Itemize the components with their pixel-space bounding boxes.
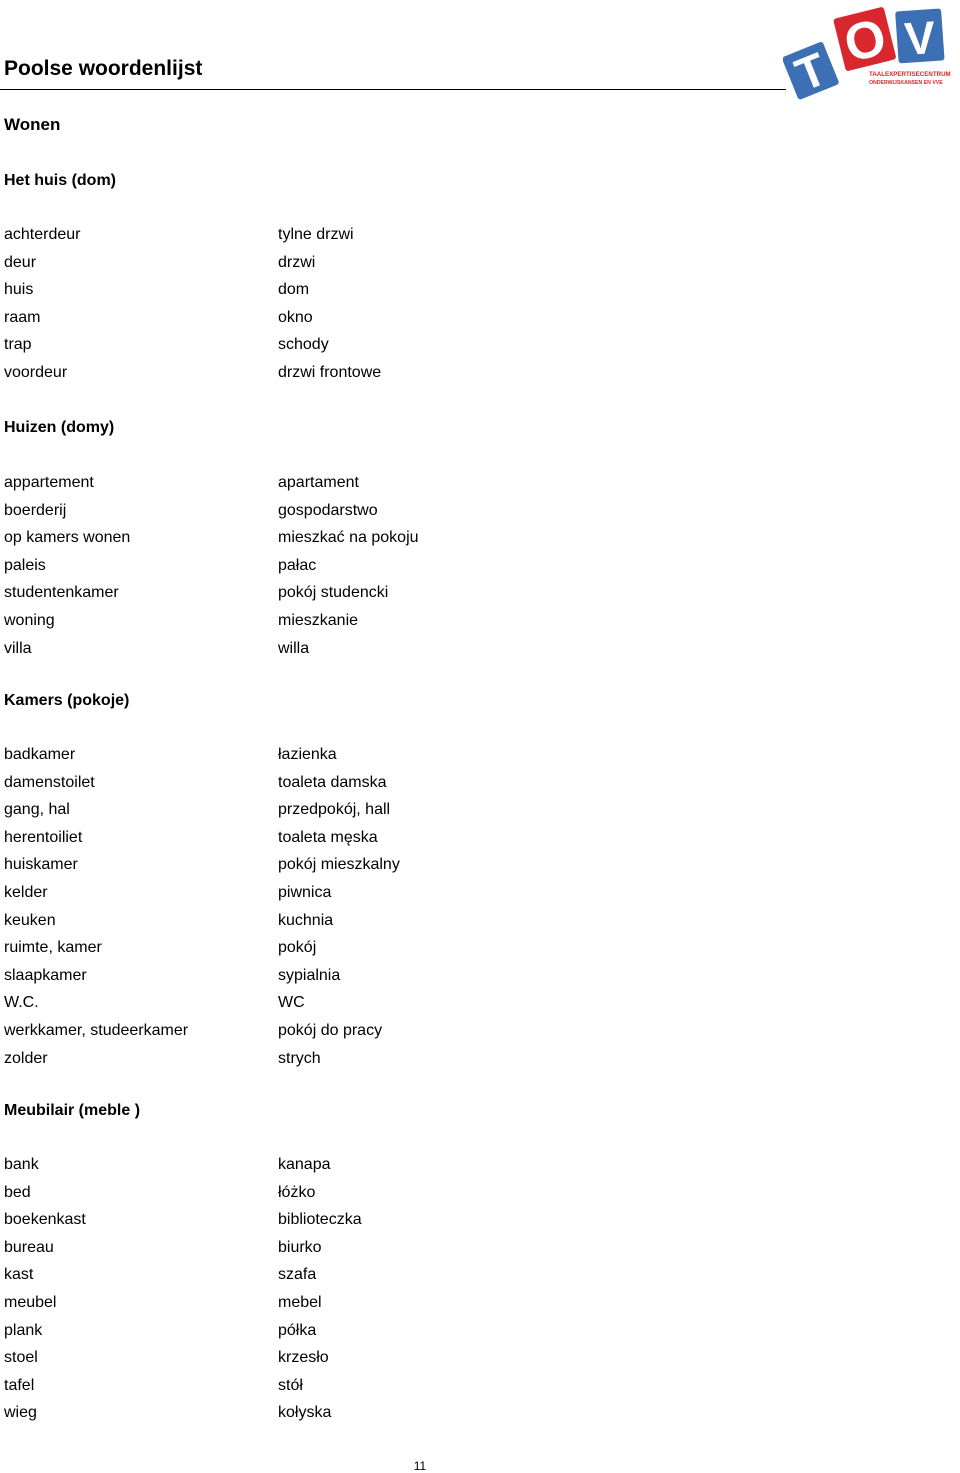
logo-tagline-2: ONDERWIJSKANSEN EN VVE — [869, 80, 943, 86]
polish-word: strych — [278, 1049, 321, 1067]
polish-word: krzesło — [278, 1349, 329, 1367]
dutch-word: huiskamer — [4, 856, 78, 874]
polish-word: stół — [278, 1376, 303, 1394]
section-kamers — [0, 691, 700, 711]
polish-word: piwnica — [278, 883, 332, 901]
section-heading: Meubilair (meble ) — [4, 1102, 141, 1119]
dutch-word: op kamers wonen — [4, 529, 131, 547]
polish-word: mieszkać na pokoju — [278, 529, 419, 547]
dutch-word: ruimte, kamer — [4, 939, 102, 957]
polish-word: okno — [278, 308, 313, 326]
dutch-word: voordeur — [4, 363, 68, 381]
polish-word: drzwi — [278, 253, 316, 271]
polish-word: schody — [278, 336, 329, 354]
polish-word: willa — [278, 639, 310, 657]
polish-word: przedpokój, hall — [278, 801, 391, 819]
page-number: 11 — [413, 1459, 427, 1473]
polish-word: tylne drzwi — [278, 226, 354, 243]
polish-word: kanapa — [278, 1156, 331, 1173]
dutch-word: slaapkamer — [4, 966, 87, 984]
dutch-word: trap — [4, 336, 32, 354]
dutch-word: stoel — [4, 1349, 38, 1367]
dutch-word: appartement — [4, 474, 94, 491]
polish-word: szafa — [278, 1266, 317, 1284]
polish-word: drzwi frontowe — [278, 363, 382, 381]
dutch-word: deur — [4, 253, 37, 271]
dutch-word: bed — [4, 1183, 31, 1201]
polish-word: apartament — [278, 474, 359, 491]
polish-word: dom — [278, 281, 310, 299]
logo-letter-o: O — [838, 7, 892, 75]
polish-word: łóżko — [278, 1183, 316, 1201]
polish-word: biblioteczka — [278, 1211, 362, 1229]
section-heading: Het huis (dom) — [4, 172, 116, 189]
logo-tagline-1: TAALEXPERTISECENTRUM — [869, 71, 951, 78]
logo-letter-v: V — [902, 10, 938, 65]
dutch-word: raam — [4, 308, 41, 326]
dutch-word: plank — [4, 1321, 43, 1339]
dutch-word: meubel — [4, 1293, 57, 1311]
polish-word: WC — [278, 994, 305, 1012]
section-heading: Huizen (domy) — [4, 419, 115, 436]
dutch-word: badkamer — [4, 746, 76, 763]
polish-word: łazienka — [278, 746, 337, 763]
logo-letter-t: T — [788, 42, 834, 101]
dutch-word: bureau — [4, 1238, 54, 1256]
title-divider — [0, 89, 786, 90]
polish-word: pokój — [278, 939, 317, 957]
document-title: Poolse woordenlijst — [4, 57, 203, 80]
polish-word: toaleta damska — [278, 773, 387, 791]
polish-word: pałac — [278, 556, 317, 574]
polish-word: sypialnia — [278, 966, 341, 984]
dutch-word: zolder — [4, 1049, 48, 1067]
tov-logo — [783, 0, 958, 108]
polish-word: pokój do pracy — [278, 1021, 383, 1039]
polish-word: biurko — [278, 1238, 322, 1256]
dutch-word: wieg — [4, 1404, 37, 1422]
dutch-word: kelder — [4, 883, 48, 901]
polish-word: półka — [278, 1321, 317, 1339]
dutch-word: studentenkamer — [4, 584, 119, 602]
dutch-word: villa — [4, 639, 32, 657]
dutch-word: boerderij — [4, 501, 67, 519]
dutch-word: W.C. — [4, 994, 39, 1012]
dutch-word: achterdeur — [4, 226, 81, 243]
dutch-word: keuken — [4, 911, 56, 929]
dutch-word: gang, hal — [4, 801, 70, 819]
dutch-word: werkkamer, studeerkamer — [4, 1021, 189, 1039]
polish-word: mebel — [278, 1293, 322, 1311]
dutch-word: woning — [4, 611, 55, 629]
chapter-heading: Wonen — [4, 115, 61, 134]
section-meubilair — [0, 1101, 700, 1121]
polish-word: kołyska — [278, 1404, 332, 1422]
dutch-word: kast — [4, 1266, 34, 1284]
section-heading: Kamers (pokoje) — [4, 692, 130, 709]
dutch-word: boekenkast — [4, 1211, 86, 1229]
dutch-word: bank — [4, 1156, 39, 1173]
polish-word: pokój mieszkalny — [278, 856, 400, 874]
polish-word: pokój studencki — [278, 584, 389, 602]
polish-word: gospodarstwo — [278, 501, 378, 519]
dutch-word: paleis — [4, 556, 46, 574]
dutch-word: herentoiliet — [4, 828, 83, 846]
polish-word: mieszkanie — [278, 611, 359, 629]
dutch-word: tafel — [4, 1376, 35, 1394]
polish-word: kuchnia — [278, 911, 334, 929]
dutch-word: damenstoilet — [4, 773, 95, 791]
polish-word: toaleta męska — [278, 828, 378, 846]
dutch-word: huis — [4, 281, 34, 299]
section-het-huis — [0, 171, 700, 191]
section-huizen — [0, 418, 700, 438]
